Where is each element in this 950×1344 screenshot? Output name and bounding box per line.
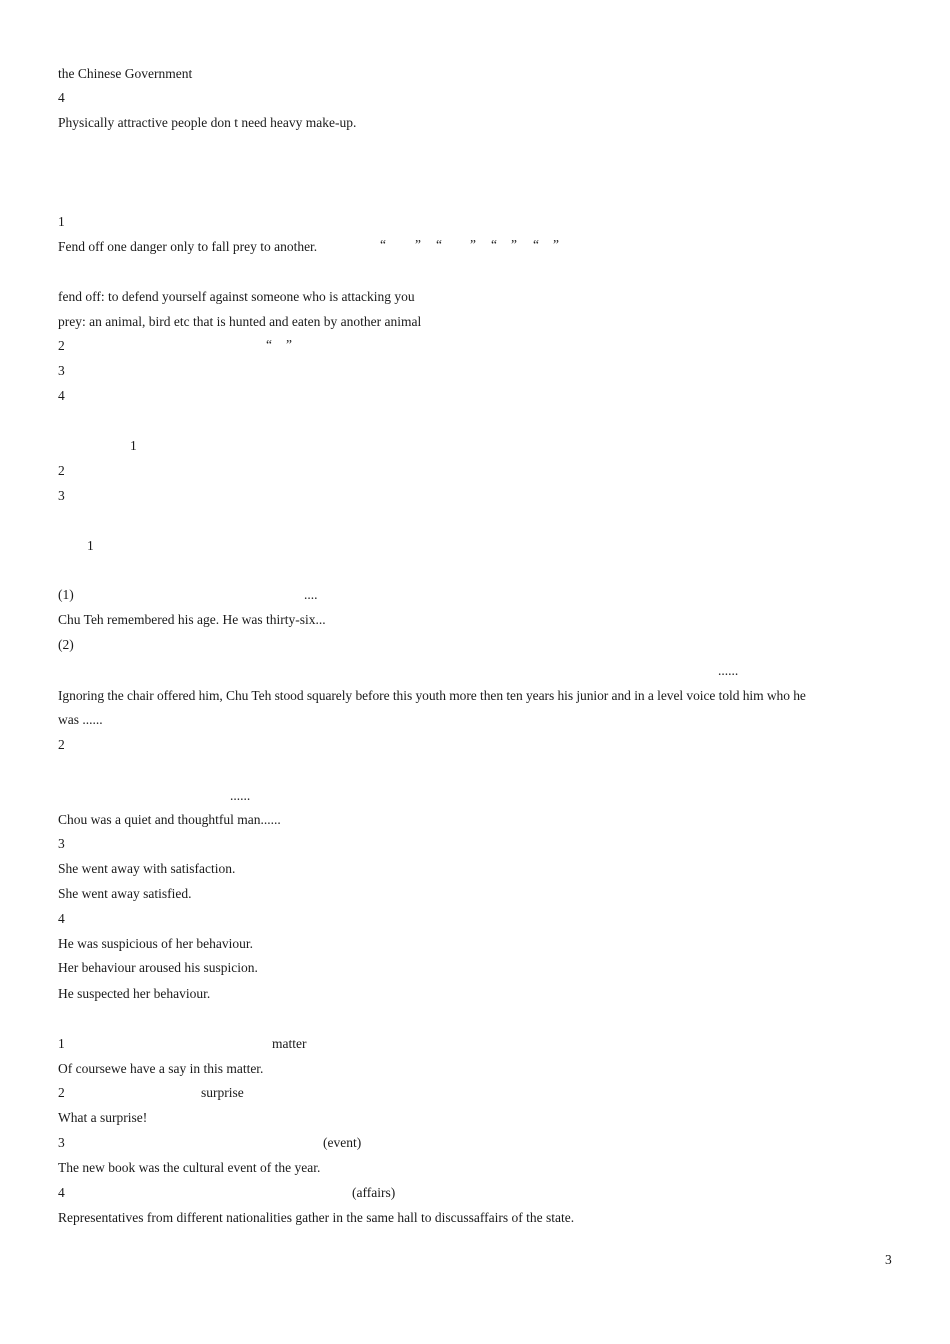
page-number: 3	[885, 1252, 892, 1267]
text-line: Fend off one danger only to fall prey to another.	[58, 239, 318, 254]
keyword: (affairs)	[352, 1185, 396, 1200]
quote-mark: “	[491, 237, 497, 252]
quote-mark: ”	[415, 237, 421, 252]
keyword: matter	[272, 1036, 307, 1051]
text-line: Chou was a quiet and thoughtful man......	[58, 812, 281, 827]
quote-mark: “	[266, 337, 272, 352]
item-number: 4	[58, 1185, 65, 1200]
definition-line: prey: an animal, bird etc that is hunted and eaten by another animal	[58, 314, 422, 329]
item-number: 4	[58, 911, 65, 926]
text-line: What a surprise!	[58, 1110, 148, 1125]
text-line: Of coursewe have a say in this matter.	[58, 1061, 264, 1076]
item-number: (2)	[58, 637, 74, 652]
text-line: She went away with satisfaction.	[58, 861, 236, 876]
item-number: 1	[58, 214, 65, 229]
item-number: 2	[58, 1085, 65, 1100]
item-number: 1	[130, 438, 137, 453]
keyword: (event)	[323, 1135, 362, 1150]
item-number: 4	[58, 388, 65, 403]
item-number: (1)	[58, 587, 74, 602]
text-line: the Chinese Government	[58, 66, 193, 81]
quote-mark: ”	[511, 237, 517, 252]
definition-line: fend off: to defend yourself against someone who is attacking you	[58, 289, 415, 304]
item-number: 1	[58, 1036, 65, 1051]
item-number: 2	[58, 737, 65, 752]
item-number: 3	[58, 1135, 65, 1150]
quote-mark: ”	[286, 337, 292, 352]
text-line: Her behaviour aroused his suspicion.	[58, 960, 258, 975]
text-line: He was suspicious of her behaviour.	[58, 936, 253, 951]
text-line: The new book was the cultural event of the year.	[58, 1160, 321, 1175]
item-number: 3	[58, 836, 65, 851]
keyword: surprise	[201, 1085, 244, 1100]
item-number: 2	[58, 338, 65, 353]
text-line: Physically attractive people don t need heavy make-up.	[58, 115, 357, 130]
quote-mark: “	[436, 237, 442, 252]
quote-mark: ”	[553, 237, 559, 252]
ellipsis: ......	[718, 663, 739, 678]
item-number: 3	[58, 363, 65, 378]
text-line: Representatives from different nationalities gather in the same hall to discussaffairs of the state.	[58, 1210, 575, 1225]
text-line: He suspected her behaviour.	[58, 986, 211, 1001]
item-number: 4	[58, 90, 65, 105]
text-line: She went away satisfied.	[58, 886, 192, 901]
ellipsis: ......	[230, 788, 251, 803]
text-line: was ......	[58, 712, 103, 727]
text-line: Chu Teh remembered his age. He was thirty-six...	[58, 612, 326, 627]
quote-mark: “	[380, 237, 386, 252]
text-line: Ignoring the chair offered him, Chu Teh stood squarely before this youth more then ten years his junior and in a level voice told him who he	[58, 688, 806, 703]
item-number: 2	[58, 463, 65, 478]
quote-mark: ”	[470, 237, 476, 252]
item-number: 1	[87, 538, 94, 553]
quote-mark: “	[533, 237, 539, 252]
ellipsis: ....	[304, 587, 318, 602]
item-number: 3	[58, 488, 65, 503]
